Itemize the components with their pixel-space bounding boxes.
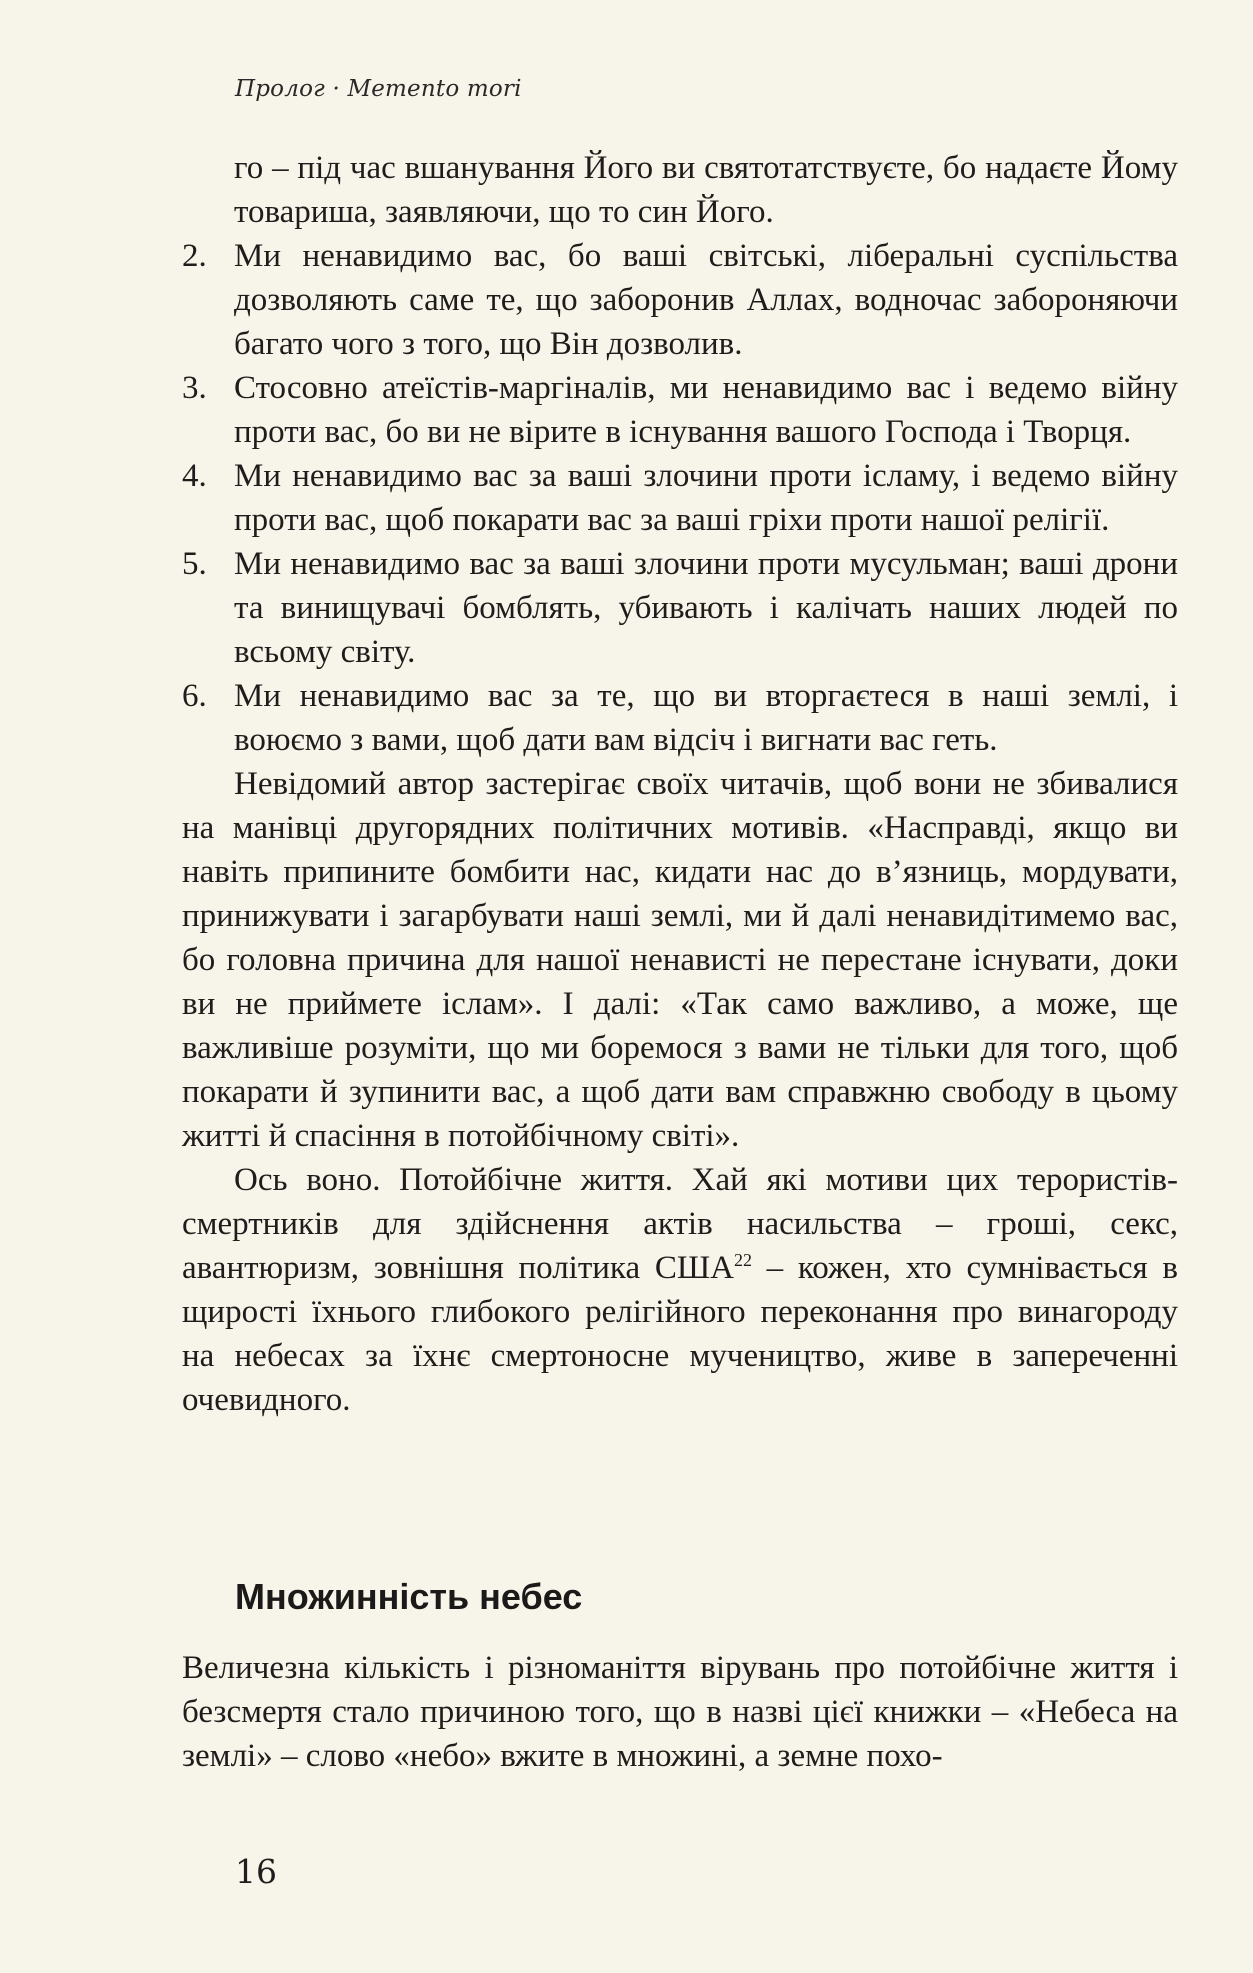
list-item-text: Ми ненавидимо вас за ваші злочини проти ісламу, і ведемо війну проти вас, щоб покарати вас за ваші гріхи проти нашої релігії. bbox=[234, 458, 1178, 538]
main-text bbox=[182, 146, 1178, 1422]
list-item-text: Стосовно атеїстів-маргіналів, ми ненавидимо вас і ведемо війну проти вас, бо ви не вірите в існування вашого Господа і Творця. bbox=[234, 370, 1178, 450]
list-item bbox=[182, 542, 1178, 674]
list-item-number: 4. bbox=[182, 458, 207, 494]
page-number: 16 bbox=[235, 1852, 277, 1891]
list-item bbox=[182, 234, 1178, 366]
list-item-number: 5. bbox=[182, 546, 207, 582]
list-item bbox=[182, 454, 1178, 542]
paragraph-text: – кожен, хто сумнівається в щирості їхнього глибокого релігійного переконання про винагороду на небесах за їхнє смертоносне мучеництво, живе в запереченні очевидного. bbox=[182, 1250, 1178, 1418]
list-item-number: 6. bbox=[182, 678, 207, 714]
footnote-reference[interactable]: 22 bbox=[733, 1250, 752, 1270]
continuation-paragraph: го – під час вшанування Його ви святотатствуєте, бо надаєте Йому товариша, заявляючи, що то син Його. bbox=[234, 150, 1178, 230]
list-item-number: 3. bbox=[182, 370, 207, 406]
list-item-text: Ми ненавидимо вас, бо ваші світські, ліберальні суспільства дозволяють саме те, що заборонив Аллах, водночас забороняючи багато чого з того, що Він дозволив. bbox=[234, 238, 1178, 362]
list-item bbox=[182, 674, 1178, 762]
list-item bbox=[182, 366, 1178, 454]
list-item-text: Ми ненавидимо вас за ваші злочини проти мусульман; ваші дрони та винищувачі бомблять, убивають і калічать наших людей по всьому світу. bbox=[234, 546, 1178, 670]
section-heading: Множинність небес bbox=[235, 1576, 583, 1617]
numbered-list bbox=[182, 234, 1178, 762]
list-item-number: 2. bbox=[182, 238, 207, 274]
running-head: Пролог · Memento mori bbox=[235, 76, 522, 102]
paragraph: Невідомий автор застерігає своїх читачів, щоб вони не збивалися на манівці другорядних політичних мотивів. «Насправді, якщо ви навіть припините бомбити нас, кидати нас до в’язниць, мордувати, принижувати і загарбувати наші землі, ми й далі ненавидітимемо вас, бо головна причина для нашої ненависті не перестане існувати, доки ви не приймете іслам». І далі: «Так само важливо, а може, ще важливіше розуміти, що ми боремося з вами не тільки для того, щоб покарати й зупинити вас, а щоб дати вам справжню свободу в цьому житті й спасіння в потойбічному світі». bbox=[182, 766, 1178, 1154]
paragraph bbox=[182, 1158, 1178, 1422]
list-item-text: Ми ненавидимо вас за те, що ви вторгаєтеся в наші землі, і воюємо з вами, щоб дати вам відсіч і вигнати вас геть. bbox=[234, 678, 1178, 758]
paragraph-text: Ось воно. Потойбічне життя. Хай які мотиви цих терористів-смертників для здійснення актів насильства – гроші, секс, авантюризм, зовнішня політика США bbox=[182, 1162, 1178, 1286]
section-paragraph: Величезна кількість і різноманіття вірувань про потойбічне життя і безсмертя стало причиною того, що в назві цієї книжки – «Небеса на землі» – слово «небо» вжите в множині, а земне похо- bbox=[182, 1650, 1178, 1774]
